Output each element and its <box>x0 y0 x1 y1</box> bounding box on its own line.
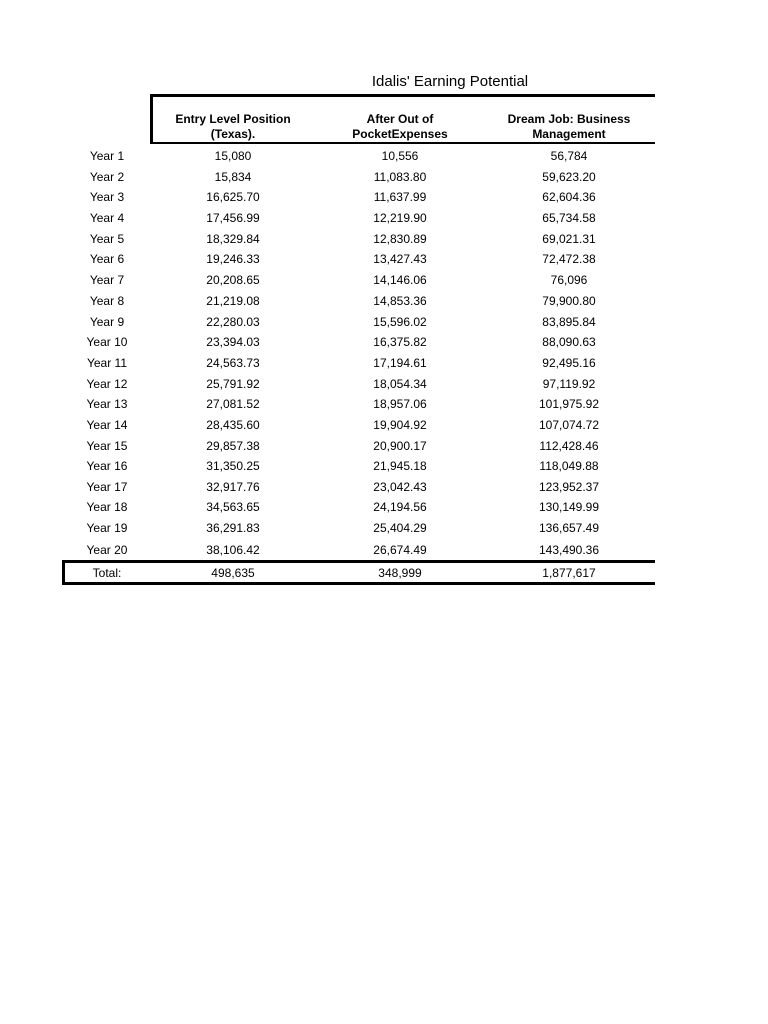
header-entry-level-line2: (Texas). <box>210 127 256 141</box>
entry-level-value: 17,456.99 <box>206 211 260 225</box>
dream-job-value: 107,074.72 <box>538 418 600 432</box>
entry-level-value: 19,246.33 <box>206 252 260 266</box>
after-expenses-value: 10,556 <box>381 149 419 163</box>
year-label: Year 9 <box>89 315 125 329</box>
entry-level-value: 15,834 <box>214 170 252 184</box>
dream-job-value: 143,490.36 <box>538 543 600 557</box>
table-row <box>0 521 768 541</box>
header-dream-job-line1: Dream Job: Business <box>507 112 631 126</box>
total-after-expenses: 348,999 <box>378 566 422 580</box>
entry-level-value: 15,080 <box>214 149 252 163</box>
entry-level-value: 28,435.60 <box>206 418 260 432</box>
table-row <box>0 397 768 417</box>
table-row <box>0 232 768 252</box>
after-expenses-value: 18,957.06 <box>373 397 427 411</box>
after-expenses-value: 12,830.89 <box>373 232 427 246</box>
dream-job-value: 118,049.88 <box>539 459 599 473</box>
after-expenses-value: 14,853.36 <box>373 294 427 308</box>
after-expenses-value: 23,042.43 <box>373 480 427 494</box>
table-title: Idalis' Earning Potential <box>371 73 529 90</box>
year-label: Year 15 <box>86 439 128 453</box>
header-entry-level-line1: Entry Level Position <box>175 112 291 126</box>
entry-level-value: 20,208.65 <box>206 273 260 287</box>
after-expenses-value: 24,194.56 <box>373 500 427 514</box>
year-label: Year 3 <box>89 190 125 204</box>
entry-level-value: 16,625.70 <box>206 190 260 204</box>
year-label: Year 13 <box>86 397 128 411</box>
after-expenses-value: 13,427.43 <box>373 252 427 266</box>
dream-job-value: 136,657.49 <box>538 521 600 535</box>
dream-job-value: 62,604.36 <box>542 190 596 204</box>
entry-level-value: 25,791.92 <box>206 377 260 391</box>
dream-job-value: 101,975.92 <box>538 397 600 411</box>
entry-level-value: 36,291.83 <box>206 521 260 535</box>
after-expenses-value: 11,637.99 <box>373 190 427 204</box>
header-entry-level <box>148 112 318 142</box>
table-row <box>0 190 768 210</box>
dream-job-value: 72,472.38 <box>542 252 596 266</box>
dream-job-value: 88,090.63 <box>542 335 596 349</box>
total-dream-job: 1,877,617 <box>542 566 596 580</box>
year-label: Year 19 <box>86 521 128 535</box>
year-label: Year 17 <box>86 480 128 494</box>
table-row <box>0 252 768 272</box>
year-label: Year 14 <box>86 418 128 432</box>
header-after-expenses-line1: After Out of <box>366 112 434 126</box>
year-label: Year 11 <box>86 356 128 370</box>
dream-job-value: 130,149.99 <box>538 500 600 514</box>
header-dream-job <box>484 112 654 142</box>
table-row <box>0 480 768 500</box>
table-row <box>0 356 768 376</box>
dream-job-value: 69,021.31 <box>542 232 596 246</box>
after-expenses-value: 25,404.29 <box>373 521 427 535</box>
total-label: Total: <box>92 566 122 580</box>
dream-job-value: 65,734.58 <box>542 211 596 225</box>
year-label: Year 16 <box>86 459 128 473</box>
table-row <box>0 335 768 355</box>
entry-level-value: 23,394.03 <box>206 335 260 349</box>
dream-job-value: 83,895.84 <box>542 315 596 329</box>
entry-level-value: 22,280.03 <box>206 315 260 329</box>
header-dream-job-line2: Management <box>532 127 606 141</box>
table-row <box>0 439 768 459</box>
entry-level-value: 24,563.73 <box>206 356 260 370</box>
year-label: Year 4 <box>89 211 125 225</box>
table-row <box>0 211 768 231</box>
header-after-expenses <box>315 112 485 142</box>
dream-job-value: 123,952.37 <box>538 480 600 494</box>
year-label: Year 7 <box>89 273 125 287</box>
entry-level-value: 27,081.52 <box>206 397 260 411</box>
total-row <box>0 566 768 582</box>
dream-job-value: 59,623.20 <box>542 170 596 184</box>
dream-job-value: 97,119.92 <box>542 377 596 391</box>
year-label: Year 18 <box>86 500 128 514</box>
after-expenses-value: 14,146.06 <box>373 273 427 287</box>
year-label: Year 1 <box>89 149 125 163</box>
year-label: Year 10 <box>86 335 128 349</box>
dream-job-value: 92,495.16 <box>542 356 596 370</box>
entry-level-value: 32,917.76 <box>206 480 260 494</box>
after-expenses-value: 19,904.92 <box>373 418 427 432</box>
after-expenses-value: 16,375.82 <box>373 335 427 349</box>
entry-level-value: 38,106.42 <box>206 543 260 557</box>
after-expenses-value: 17,194.61 <box>373 356 427 370</box>
year-label: Year 8 <box>89 294 125 308</box>
after-expenses-value: 11,083.80 <box>373 170 427 184</box>
table-row <box>0 273 768 293</box>
year-label: Year 2 <box>89 170 125 184</box>
table-row <box>0 500 768 520</box>
after-expenses-value: 15,596.02 <box>373 315 427 329</box>
table-row <box>0 170 768 190</box>
table-row <box>0 418 768 438</box>
year-label: Year 5 <box>89 232 125 246</box>
year-label: Year 20 <box>86 543 128 557</box>
entry-level-value: 31,350.25 <box>206 459 260 473</box>
entry-level-value: 21,219.08 <box>206 294 260 308</box>
after-expenses-value: 21,945.18 <box>373 459 427 473</box>
table-row <box>0 459 768 479</box>
after-expenses-value: 18,054.34 <box>373 377 427 391</box>
entry-level-value: 29,857.38 <box>206 439 260 453</box>
year-label: Year 6 <box>89 252 125 266</box>
header-after-expenses-line2: PocketExpenses <box>352 127 448 141</box>
table-row <box>0 315 768 335</box>
after-expenses-value: 20,900.17 <box>373 439 427 453</box>
dream-job-value: 112,428.46 <box>539 439 599 453</box>
dream-job-value: 79,900.80 <box>542 294 596 308</box>
year-label: Year 12 <box>86 377 128 391</box>
dream-job-value: 56,784 <box>550 149 588 163</box>
dream-job-value: 76,096 <box>550 273 588 287</box>
entry-level-value: 34,563.65 <box>206 500 260 514</box>
after-expenses-value: 12,219.90 <box>373 211 427 225</box>
table-row <box>0 149 768 169</box>
table-row <box>0 294 768 314</box>
entry-level-value: 18,329.84 <box>206 232 260 246</box>
total-entry-level: 498,635 <box>211 566 255 580</box>
after-expenses-value: 26,674.49 <box>373 543 427 557</box>
table-row <box>0 377 768 397</box>
